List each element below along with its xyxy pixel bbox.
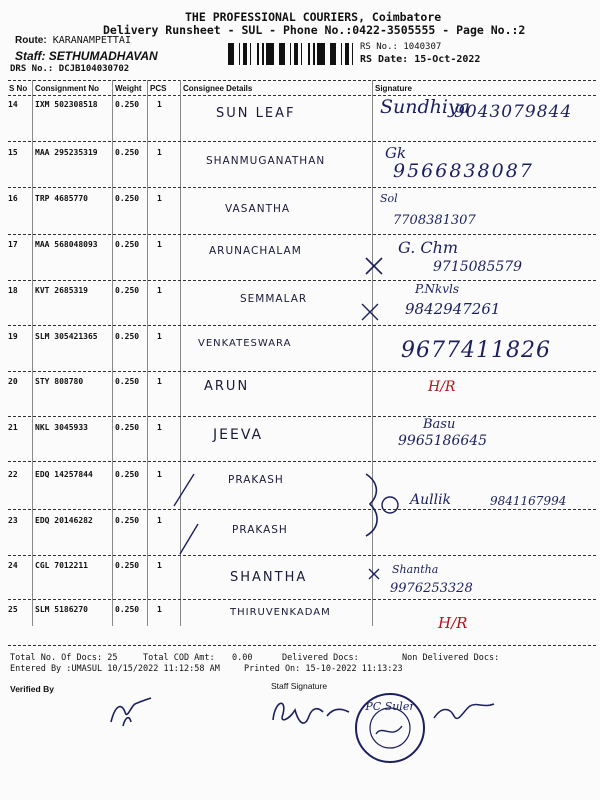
runsheet-title: Delivery Runsheet - SUL - Phone No.:0422-3505555 - Page No.:2 [103, 23, 526, 37]
row-divider [8, 371, 596, 372]
row-pcs: 1 [157, 516, 162, 525]
verifier-signature [105, 692, 155, 732]
verified-by-label: Verified By [10, 684, 54, 694]
row-signature: Basu [423, 417, 456, 432]
row-weight: 0.250 [115, 100, 140, 109]
non-delivered-label: Non Delivered Docs: [402, 653, 500, 663]
row-consignee: SHANMUGANATHAN [206, 155, 326, 167]
staff-signature-mark [265, 690, 355, 734]
col-header-consignment: Consignment No [35, 84, 99, 93]
row-pcs: 1 [157, 470, 162, 479]
row-consignee: SHANTHA [230, 570, 308, 585]
row-consignment: TRP 4685770 [35, 194, 88, 203]
route-line [15, 35, 131, 46]
col-header-sno: S No [9, 84, 28, 93]
row-phone: 9965186645 [398, 433, 488, 449]
row-weight: 0.250 [115, 561, 140, 570]
row-sno: 23 [8, 516, 18, 525]
row-phone: 9841167994 [490, 494, 567, 508]
row-divider [8, 599, 596, 600]
row-consignee: PRAKASH [228, 474, 284, 486]
row-phone: 9976253328 [390, 581, 473, 596]
row-consignment: STY 808780 [35, 377, 84, 386]
row-consignment: EDQ 14257844 [35, 470, 93, 479]
row-pcs: 1 [157, 605, 162, 614]
row-consignee: VASANTHA [225, 203, 291, 215]
col-divider [112, 80, 113, 626]
col-header-weight: Weight [115, 84, 142, 93]
printed-on: Printed On: 15-10-2022 11:13:23 [244, 664, 403, 674]
row-phone: 9566838087 [393, 160, 534, 182]
row-pcs: 1 [157, 332, 162, 341]
row-weight: 0.250 [115, 377, 140, 386]
row-consignee: SUN LEAF [216, 106, 296, 121]
row-divider [8, 416, 596, 417]
row-signature: P.Nkvls [415, 282, 460, 296]
row-sno: 21 [8, 423, 18, 432]
table-top-rule [8, 80, 596, 81]
staff-value: SETHUMADHAVAN [48, 49, 158, 63]
row-sno: 24 [8, 561, 18, 570]
col-header-pcs: PCS [150, 84, 167, 93]
row-sno: 16 [8, 194, 18, 203]
row-signature: Sundhiya [380, 96, 471, 118]
row-signature: H/R [438, 614, 468, 632]
rs-no-label: RS No.: [360, 42, 398, 52]
row-consignee: PRAKASH [232, 524, 288, 536]
cross-mark-icon [360, 250, 390, 280]
total-docs-line [10, 653, 118, 663]
rs-no-value: 1040307 [403, 42, 442, 52]
row-pcs: 1 [157, 377, 162, 386]
row-sno: 18 [8, 286, 18, 295]
row-sno: 20 [8, 377, 18, 386]
total-docs-label: Total No. Of Docs: [10, 653, 103, 663]
row-consignee: SEMMALAR [240, 293, 308, 305]
row-weight: 0.250 [115, 240, 140, 249]
col-divider [32, 80, 33, 626]
row-consignee: ARUN [204, 379, 250, 394]
bracket-mark-icon [358, 470, 402, 540]
row-consignment: MAA 295235319 [35, 148, 98, 157]
drs-value: DCJB104030702 [58, 64, 130, 74]
row-divider [8, 509, 596, 510]
total-cod-line [143, 653, 215, 663]
row-consignee: ARUNACHALAM [209, 245, 302, 257]
row-weight: 0.250 [115, 194, 140, 203]
row-divider [8, 325, 596, 326]
delivered-label: Delivered Docs: [282, 653, 359, 663]
stamp-signature-mark [430, 698, 500, 728]
row-consignee: VENKATESWARA [198, 338, 292, 349]
row-weight: 0.250 [115, 148, 140, 157]
row-pcs: 1 [157, 148, 162, 157]
row-consignment: NKL 3045933 [35, 423, 88, 432]
row-consignee: JEEVA [213, 427, 264, 443]
cross-mark-icon [358, 300, 382, 324]
rs-date-value: 15-Oct-2022 [414, 54, 481, 65]
row-signature: Sol [380, 192, 398, 205]
company-title: THE PROFESSIONAL COURIERS, Coimbatore [185, 10, 442, 24]
barcode [228, 43, 356, 65]
staff-line [15, 49, 158, 63]
row-pcs: 1 [157, 423, 162, 432]
row-sno: 17 [8, 240, 18, 249]
row-pcs: 1 [157, 561, 162, 570]
staff-label: Staff: [15, 49, 46, 63]
tick-mark-icon [176, 520, 204, 556]
table-header-rule [8, 95, 596, 96]
row-consignment: EDQ 20146282 [35, 516, 93, 525]
total-docs-value: 25 [107, 653, 118, 663]
row-divider [8, 187, 596, 188]
col-header-consignee: Consignee Details [183, 84, 253, 93]
col-divider [372, 80, 373, 626]
cross-mark-icon [366, 566, 382, 582]
rs-date-line [360, 54, 480, 65]
row-signature: Shantha [392, 563, 439, 576]
total-cod-label: Total COD Amt: [143, 653, 215, 663]
row-consignment: SLM 305421365 [35, 332, 98, 341]
row-sno: 22 [8, 470, 18, 479]
row-weight: 0.250 [115, 332, 140, 341]
route-value: KARANAMPETTAI [52, 35, 131, 46]
row-consignment: MAA 568048093 [35, 240, 98, 249]
drs-label: DRS No.: [10, 64, 54, 74]
row-divider [8, 234, 596, 235]
col-header-signature: Signature [375, 84, 412, 93]
row-sno: 19 [8, 332, 18, 341]
row-pcs: 1 [157, 286, 162, 295]
col-divider [147, 80, 148, 626]
row-signature: Gk [385, 144, 407, 162]
rs-date-label: RS Date: [360, 54, 409, 65]
row-consignee: THIRUVENKADAM [230, 607, 331, 618]
table-bottom-rule [8, 645, 596, 646]
row-pcs: 1 [157, 100, 162, 109]
row-divider [8, 555, 596, 556]
entered-by: Entered By :UMASUL 10/15/2022 11:12:58 AM [10, 664, 220, 674]
rs-no-line [360, 42, 441, 52]
row-weight: 0.250 [115, 286, 140, 295]
row-signature: G. Chm [398, 238, 459, 257]
tick-mark-icon [170, 470, 200, 510]
row-signature: H/R [428, 379, 456, 395]
row-consignment: CGL 7012211 [35, 561, 88, 570]
row-pcs: 1 [157, 194, 162, 203]
svg-text:PC Suler: PC Suler [365, 700, 415, 713]
row-weight: 0.250 [115, 423, 140, 432]
row-signature: Aullik [410, 492, 452, 508]
row-consignment: IXM 502308518 [35, 100, 98, 109]
staff-signature-label: Staff Signature [271, 681, 328, 691]
row-pcs: 1 [157, 240, 162, 249]
total-cod-value: 0.00 [232, 653, 253, 663]
row-divider [8, 280, 596, 281]
row-weight: 0.250 [115, 470, 140, 479]
pc-stamp [352, 690, 428, 766]
row-weight: 0.250 [115, 516, 140, 525]
row-sno: 25 [8, 605, 18, 614]
drs-line [10, 64, 129, 74]
row-phone: 9715085579 [433, 259, 523, 275]
row-consignment: KVT 2685319 [35, 286, 88, 295]
row-divider [8, 461, 596, 462]
route-label: Route: [15, 35, 47, 46]
row-phone: 9677411826 [401, 338, 551, 363]
row-weight: 0.250 [115, 605, 140, 614]
row-consignment: SLM 5186270 [35, 605, 88, 614]
row-phone: 7708381307 [393, 213, 476, 228]
row-sno: 14 [8, 100, 18, 109]
row-divider [8, 141, 596, 142]
row-phone: 9043079844 [454, 102, 573, 122]
row-sno: 15 [8, 148, 18, 157]
row-phone: 9842947261 [405, 300, 501, 318]
